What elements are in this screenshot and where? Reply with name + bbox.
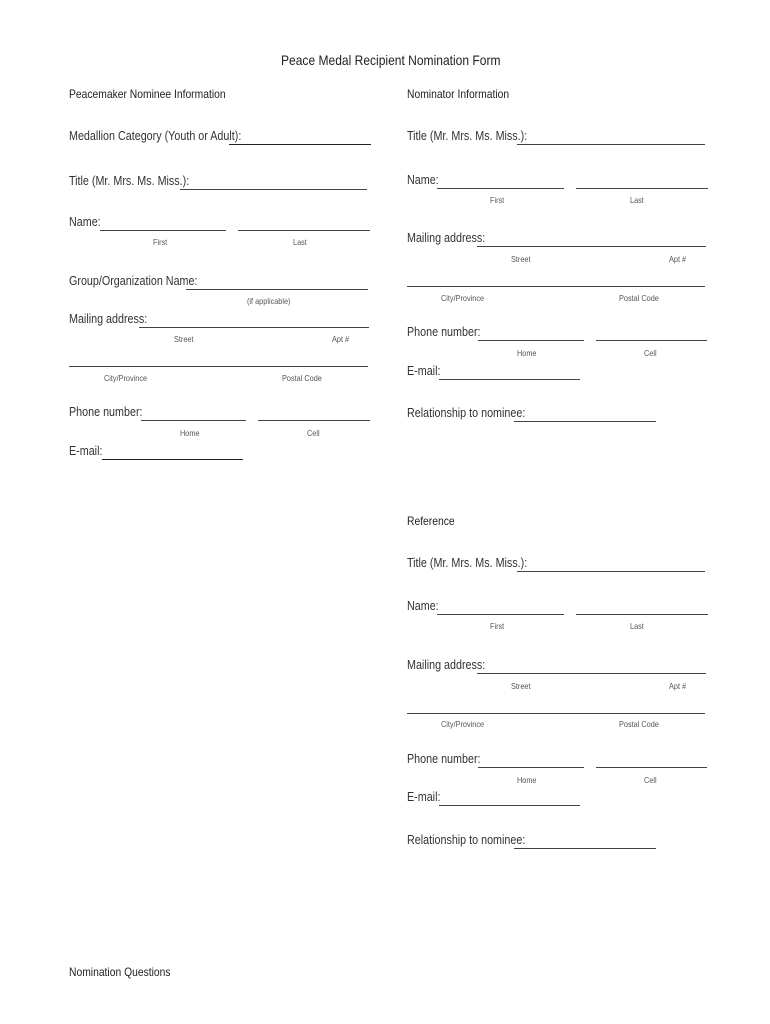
nominator-name-label: Name:	[407, 173, 439, 187]
nominee-last-caption: Last	[293, 237, 307, 247]
nominee-phone-label: Phone number:	[69, 405, 143, 419]
nominee-group-field[interactable]	[186, 289, 368, 290]
nominator-first-name-field[interactable]	[437, 188, 564, 189]
reference-last-name-field[interactable]	[576, 614, 708, 615]
nominator-relationship-field[interactable]	[514, 421, 656, 422]
nominator-first-caption: First	[490, 195, 505, 205]
nominee-street-caption: Street	[174, 334, 194, 344]
reference-relationship-label: Relationship to nominee:	[407, 833, 526, 847]
nominee-title-field[interactable]	[180, 189, 367, 190]
nominee-home-caption: Home	[180, 428, 200, 438]
reference-relationship-field[interactable]	[514, 848, 656, 849]
reference-email-field[interactable]	[439, 805, 580, 806]
nominee-name-label: Name:	[69, 215, 101, 229]
reference-first-name-field[interactable]	[437, 614, 564, 615]
reference-cell-caption: Cell	[644, 775, 657, 785]
reference-name-label: Name:	[407, 599, 439, 613]
nominator-city-caption: City/Province	[441, 293, 485, 303]
nominator-home-caption: Home	[517, 348, 537, 358]
nominee-home-phone-field[interactable]	[141, 420, 246, 421]
nominator-last-caption: Last	[630, 195, 644, 205]
reference-phone-label: Phone number:	[407, 752, 481, 766]
reference-street-field[interactable]	[477, 673, 706, 674]
nominee-group-label: Group/Organization Name:	[69, 274, 198, 288]
nominee-title-label: Title (Mr. Mrs. Ms. Miss.):	[69, 174, 190, 188]
reference-street-caption: Street	[511, 681, 531, 691]
reference-postal-caption: Postal Code	[619, 719, 659, 729]
nominee-first-caption: First	[153, 237, 168, 247]
reference-heading: Reference	[407, 514, 455, 528]
nominator-apt-caption: Apt #	[669, 254, 687, 264]
nominator-home-phone-field[interactable]	[478, 340, 584, 341]
nominee-street-field[interactable]	[139, 327, 369, 328]
nominee-cell-phone-field[interactable]	[258, 420, 370, 421]
reference-mailing-label: Mailing address:	[407, 658, 486, 672]
nominee-last-name-field[interactable]	[238, 230, 370, 231]
nominator-last-name-field[interactable]	[576, 188, 708, 189]
nominee-first-name-field[interactable]	[100, 230, 226, 231]
reference-city-postal-field[interactable]	[407, 713, 705, 714]
nominee-mailing-label: Mailing address:	[69, 312, 148, 326]
nominator-phone-label: Phone number:	[407, 325, 481, 339]
reference-title-label: Title (Mr. Mrs. Ms. Miss.):	[407, 556, 528, 570]
nominee-heading: Peacemaker Nominee Information	[69, 87, 226, 101]
nominator-cell-phone-field[interactable]	[596, 340, 707, 341]
reference-first-caption: First	[490, 621, 505, 631]
nominee-postal-caption: Postal Code	[282, 373, 322, 383]
nominee-if-applicable-caption: (if applicable)	[247, 296, 291, 306]
nominee-medallion-label: Medallion Category (Youth or Adult):	[69, 129, 242, 143]
nominee-email-label: E-mail:	[69, 444, 103, 458]
nominator-mailing-label: Mailing address:	[407, 231, 486, 245]
nominator-relationship-label: Relationship to nominee:	[407, 406, 526, 420]
reference-title-field[interactable]	[517, 571, 705, 572]
nominator-title-label: Title (Mr. Mrs. Ms. Miss.):	[407, 129, 528, 143]
reference-city-caption: City/Province	[441, 719, 485, 729]
nominee-medallion-field[interactable]	[229, 144, 371, 145]
nominee-email-field[interactable]	[102, 459, 243, 460]
nominee-apt-caption: Apt #	[332, 334, 350, 344]
nominator-heading: Nominator Information	[407, 87, 510, 101]
nominator-email-field[interactable]	[439, 379, 580, 380]
nominator-street-caption: Street	[511, 254, 531, 264]
reference-cell-phone-field[interactable]	[596, 767, 707, 768]
reference-email-label: E-mail:	[407, 790, 441, 804]
nominee-city-postal-field[interactable]	[69, 366, 368, 367]
nominator-cell-caption: Cell	[644, 348, 657, 358]
reference-apt-caption: Apt #	[669, 681, 687, 691]
nominee-city-caption: City/Province	[104, 373, 148, 383]
nominator-title-field[interactable]	[517, 144, 705, 145]
page-title: Peace Medal Recipient Nomination Form	[281, 52, 501, 68]
reference-home-phone-field[interactable]	[478, 767, 584, 768]
nominator-city-postal-field[interactable]	[407, 286, 705, 287]
questions-heading: Nomination Questions	[69, 965, 171, 979]
nominee-cell-caption: Cell	[307, 428, 320, 438]
nominator-email-label: E-mail:	[407, 364, 441, 378]
reference-home-caption: Home	[517, 775, 537, 785]
nominator-street-field[interactable]	[477, 246, 706, 247]
reference-last-caption: Last	[630, 621, 644, 631]
nominator-postal-caption: Postal Code	[619, 293, 659, 303]
